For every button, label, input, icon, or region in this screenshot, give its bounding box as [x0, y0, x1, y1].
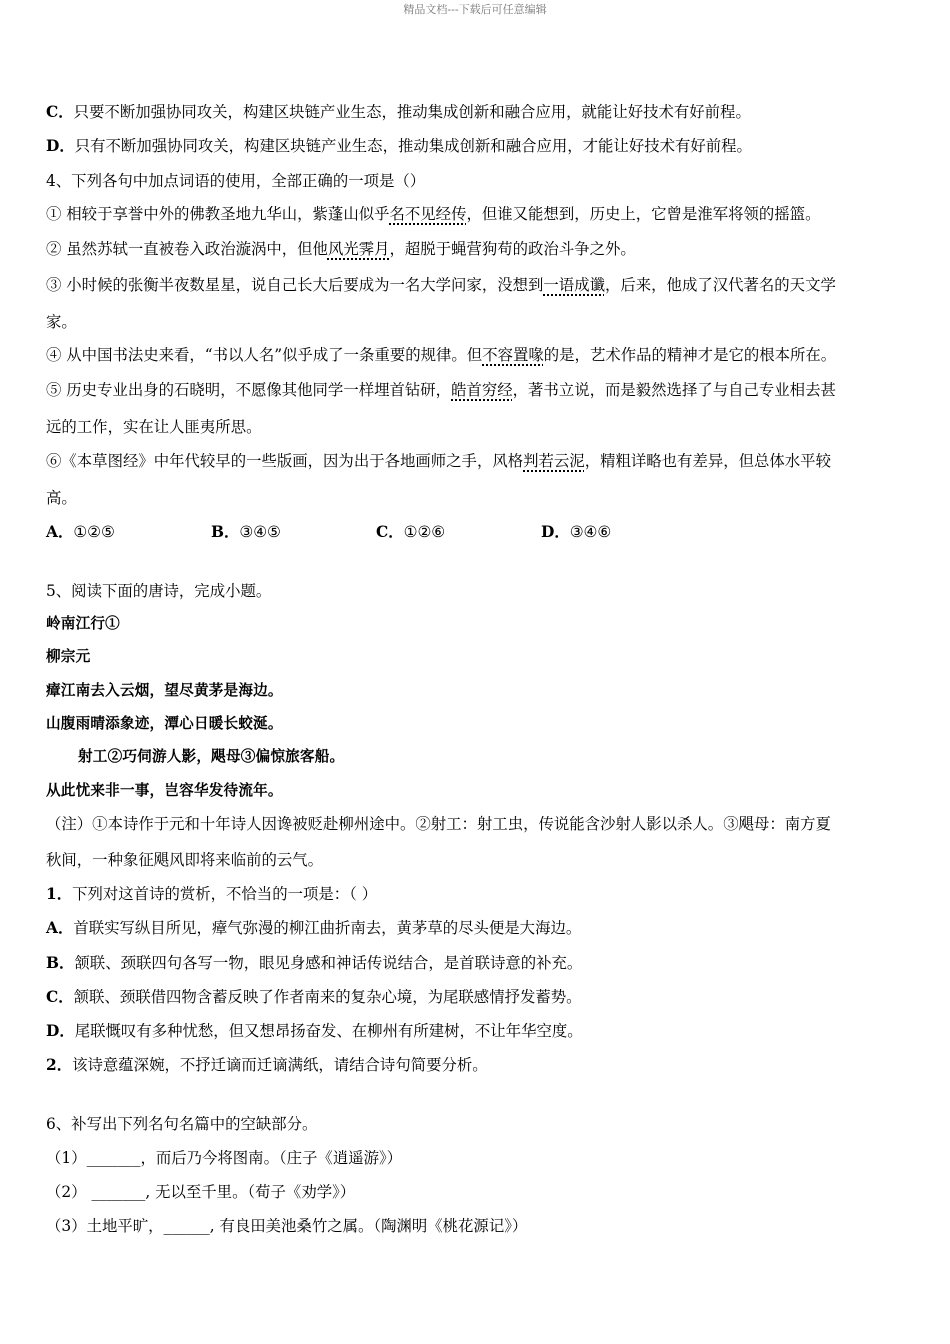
- q5-sub1-option-a: [46, 918, 581, 938]
- question-text: 下列对这首诗的赏析，不恰当的一项是：（ ）: [72, 885, 378, 903]
- sentence-text: ② 虽然苏轼一直被卷入政治漩涡中，但他: [46, 240, 328, 258]
- option-text: 颔联、颈联借四物含蓄反映了作者南来的复杂心境，为尾联感情抒发蓄势。: [73, 988, 582, 1006]
- sentence-text: ，但谁又能想到，历史上，它曾是淮军将领的摇篮。: [466, 205, 821, 223]
- option-letter: A．: [46, 919, 74, 937]
- option-letter: D．: [541, 523, 570, 541]
- option-text: ③④⑤: [239, 523, 281, 541]
- q4-options: [46, 522, 611, 542]
- question-number: 2．: [46, 1056, 73, 1074]
- dotted-term: 判若云泥: [523, 452, 585, 470]
- sentence-text: ④ 从中国书法史来看，“书以人名”似乎成了一条重要的规律。但: [46, 346, 483, 364]
- q5-sub1-option-d: [46, 1021, 583, 1041]
- page-header: 精品文档---下载后可任意编辑: [403, 3, 547, 16]
- q6-item-3: （3）土地平旷，______, 有良田美池桑竹之属。（陶渊明《桃花源记》）: [46, 1217, 528, 1235]
- option-text: ①②⑥: [403, 523, 446, 541]
- q4-option-c: [376, 522, 541, 542]
- q6-stem: 6、补写出下列名句名篇中的空缺部分。: [46, 1115, 318, 1133]
- question-number: 1．: [46, 885, 73, 903]
- q5-stem: 5、阅读下面的唐诗，完成小题。: [46, 582, 272, 600]
- q4-option-b: [211, 522, 376, 542]
- option-letter: B．: [211, 523, 240, 541]
- sentence-text: ，著书立说，而是毅然选择了与自己专业相去甚: [512, 381, 836, 399]
- q4-option-a: [46, 522, 211, 542]
- sentence-text: 的是，艺术作品的精神才是它的根本所在。: [543, 346, 837, 364]
- sentence-text: ，精粗详略也有差异，但总体水平较: [584, 452, 831, 470]
- q3-option-d: [46, 136, 752, 156]
- option-text: 颔联、颈联四句各写一物，眼见身感和神话传说结合，是首联诗意的补充。: [74, 954, 583, 972]
- q4-sentence-5: [46, 380, 836, 400]
- option-letter: C．: [376, 523, 404, 541]
- poem-author: 柳宗元: [46, 648, 91, 665]
- q4-sentence-4: [46, 345, 836, 365]
- dotted-term: 一语成谶: [543, 276, 605, 294]
- option-letter: C．: [46, 103, 74, 121]
- sentence-text: ，超脱于蝇营狗苟的政治斗争之外。: [389, 240, 636, 258]
- sentence-text: ⑤ 历史专业出身的石晓明，不愿像其他同学一样埋首钻研，: [46, 381, 452, 399]
- q4-sentence-2: [46, 239, 636, 259]
- poem-title: 岭南江行①: [46, 615, 120, 632]
- q4-option-d: [541, 522, 611, 542]
- sentence-text: ① 相较于享誉中外的佛教圣地九华山，紫蓬山似乎: [46, 205, 390, 223]
- option-letter: D．: [46, 137, 75, 155]
- option-text: ①②⑤: [73, 523, 115, 541]
- option-letter: A．: [46, 523, 74, 541]
- q5-sub2-stem: [46, 1055, 488, 1075]
- q6-item-1: （1）_______，而后乃今将图南。（庄子《逍遥游》）: [46, 1149, 403, 1167]
- q6-item-2: （2） _______, 无以至千里。（荀子《劝学》）: [46, 1183, 356, 1201]
- sentence-text: ，后来，他成了汉代著名的天文学: [604, 276, 836, 294]
- question-text: 该诗意蕴深婉，不抒迁谪而迁谪满纸，请结合诗句简要分析。: [72, 1056, 488, 1074]
- poem-line-4: 从此忧来非一事，岂容华发待流年。: [46, 782, 283, 799]
- option-text: 只有不断加强协同攻关，构建区块链产业生态，推动集成创新和融合应用，才能让好技术有好前程。: [74, 137, 752, 155]
- dotted-term: 名不见经传: [389, 205, 467, 223]
- q4-sentence-1: [46, 204, 820, 224]
- q4-sentence-3: [46, 275, 836, 295]
- option-text: ③④⑥: [569, 523, 612, 541]
- sentence-text: ⑥《本草图经》中年代较早的一些版画，因为出于各地画师之手，风格: [46, 452, 524, 470]
- poem-note-line-2: 秋间，一种象征飓风即将来临前的云气。: [46, 851, 324, 869]
- q4-stem: 4、下列各句中加点词语的使用，全部正确的一项是（）: [46, 172, 426, 190]
- dotted-term: 风光霁月: [327, 240, 390, 258]
- option-letter: B．: [46, 954, 75, 972]
- q3-option-c: [46, 102, 751, 122]
- option-text: 首联实写纵目所见，瘴气弥漫的柳江曲折南去，黄茅草的尽头便是大海边。: [73, 919, 582, 937]
- dotted-term: 不容置喙: [482, 346, 544, 364]
- sentence-text: ③ 小时候的张衡半夜数星星，说自己长大后要成为一名大学问家，没想到: [46, 276, 544, 294]
- q5-sub1-option-b: [46, 953, 582, 973]
- q5-sub1-option-c: [46, 987, 582, 1007]
- poem-note-line-1: （注）①本诗作于元和十年诗人因谗被贬赴柳州途中。②射工：射工虫，传说能含沙射人影以杀人。③飓母：南方夏: [46, 815, 831, 833]
- poem-line-1: 瘴江南去入云烟，望尽黄茅是海边。: [46, 682, 283, 699]
- option-letter: D．: [46, 1022, 75, 1040]
- poem-line-2: 山腹雨晴添象迹，潭心日暖长蛟涎。: [46, 715, 283, 732]
- q4-sentence-3-cont: 家。: [46, 313, 77, 331]
- q4-sentence-6-cont: 高。: [46, 489, 77, 507]
- q5-sub1-stem: [46, 884, 377, 904]
- poem-line-3: 射工②巧伺游人影，飓母③偏惊旅客船。: [78, 748, 345, 765]
- q4-sentence-6: [46, 451, 831, 471]
- q4-sentence-5-cont: 远的工作，实在让人匪夷所思。: [46, 418, 262, 436]
- option-text: 只要不断加强协同攻关，构建区块链产业生态，推动集成创新和融合应用，就能让好技术有好前程。: [73, 103, 751, 121]
- dotted-term: 皓首穷经: [451, 381, 513, 399]
- option-text: 尾联慨叹有多种忧愁，但又想昂扬奋发、在柳州有所建树，不让年华空度。: [74, 1022, 583, 1040]
- option-letter: C．: [46, 988, 74, 1006]
